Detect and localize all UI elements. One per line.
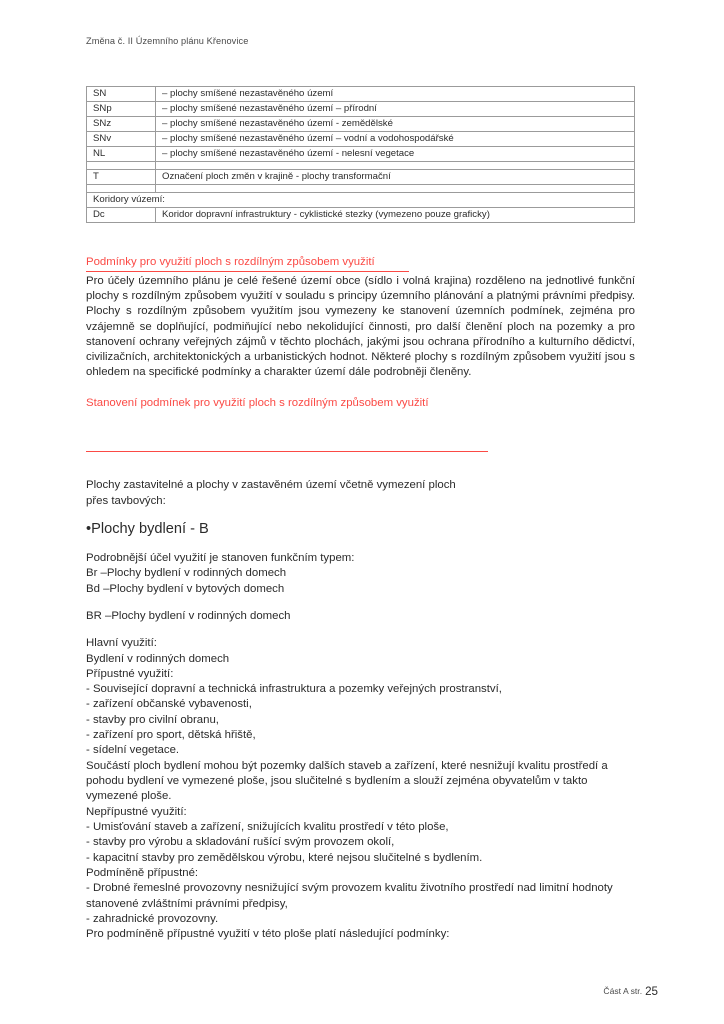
section-heading-conditions: Podmínky pro využití ploch s rozdílným způsobem využití bbox=[86, 255, 409, 272]
vertical-gap bbox=[86, 624, 635, 636]
description-cell: – plochy smíšené nezastavěného území - zemědělské bbox=[156, 117, 635, 132]
footer-page-number: 25 bbox=[645, 985, 658, 998]
description-cell: – plochy smíšené nezastavěného území - nelesní vegetace bbox=[156, 147, 635, 162]
area-codes-table bbox=[86, 86, 635, 223]
forbidden-use-label: Nepřípustné využití: bbox=[86, 805, 187, 818]
section-paragraph-conditions: Pro účely územního plánu je celé řešené území obce (sídlo i volná krajina) rozděleno na jednotlivé funkční plochy s rozdílným způsobem využití v souladu s principy územního plánování a platnými právními předpisy. Plochy s rozdílným způsobem využitím jsou vymezeny ke stanovení územních podmínek, zejména pro vzájemně se doplňující, podmiňující nebo nekolidující činnosti, pro další členění ploch na pozemky a pro stanovení ochrany veřejných zájmů v těchto plochách, jakými jsou ochrana přírodního a kulturního dědictví, civilizačních, architektonických a urbanistických hodnot. Některé plochy s rozdílným způsobem využití jsou s ohledem na specifické podmínky a charakter území dále podrobněji členěny. bbox=[86, 275, 635, 379]
forbidden-item: - stavby pro výrobu a skladování rušící svým provozem okolí, bbox=[86, 836, 395, 849]
page-footer bbox=[603, 985, 658, 998]
conditional-item: - zahradnické provozovny. bbox=[86, 913, 219, 926]
footer-label: Část A str. bbox=[603, 986, 643, 996]
buildable-areas-intro-line1: Plochy zastavitelné a plochy v zastavěném území včetně vymezení ploch bbox=[86, 479, 456, 492]
table-body bbox=[87, 87, 635, 223]
vertical-gap bbox=[86, 509, 635, 520]
table-spacer-row bbox=[87, 162, 635, 170]
permitted-item: - sídelní vegetace. bbox=[86, 744, 180, 757]
forbidden-item: - kapacitní stavby pro zemědělskou výrobu, které nejsou slučitelné s bydlením. bbox=[86, 851, 483, 864]
purpose-intro: Podrobnější účel využití je stanoven funkčním typem: bbox=[86, 551, 355, 564]
vertical-gap bbox=[86, 539, 635, 551]
conditional-item: - Drobné řemeslné provozovny nesnižující svým provozem kvalitu životního prostředí nad limitní hodnoty stanovené zvláštními právními předpisy, bbox=[86, 882, 616, 910]
section-heading-wrap bbox=[86, 239, 635, 273]
table-row bbox=[87, 132, 635, 147]
forbidden-item: - Umisťování staveb a zařízení, snižujících kvalitu prostředí v této ploše, bbox=[86, 821, 449, 834]
table-row-corridor bbox=[87, 208, 635, 223]
permitted-use-label: Přípustné využití: bbox=[86, 667, 174, 680]
table-row bbox=[87, 87, 635, 102]
permitted-note: Součástí ploch bydlení mohou být pozemky dalších staveb a zařízení, které nesnižují kvalitu prostředí a pohodu bydlení ve vymezené ploše, jsou slučitelné s bydlením a slouží zejména obyvatelům v takto vymezené ploše. bbox=[86, 759, 611, 803]
table-row bbox=[87, 147, 635, 162]
table-spacer-row bbox=[87, 185, 635, 193]
code-cell: SNp bbox=[87, 102, 156, 117]
description-cell: Označení ploch změn v krajině - plochy transformační bbox=[156, 170, 635, 185]
table-row bbox=[87, 102, 635, 117]
description-cell: – plochy smíšené nezastavěného území bbox=[156, 87, 635, 102]
table-row-transformation bbox=[87, 170, 635, 185]
code-cell: NL bbox=[87, 147, 156, 162]
description-cell: – plochy smíšené nezastavěného území – přírodní bbox=[156, 102, 635, 117]
spacer-cell bbox=[87, 162, 156, 170]
bullet-heading-housing: •Plochy bydlení - B bbox=[86, 520, 209, 537]
main-use-value: Bydlení v rodinných domech bbox=[86, 652, 230, 665]
permitted-item: - stavby pro civilní obranu, bbox=[86, 713, 219, 726]
corridors-label-cell: Koridory vúzemí: bbox=[87, 193, 635, 208]
section-subheading-determination: Stanovení podmínek pro využití ploch s rozdílným způsobem využití bbox=[86, 397, 429, 410]
document-header: Změna č. II Územního plánu Křenovice bbox=[86, 36, 249, 46]
permitted-item: - zařízení občanské vybavenosti, bbox=[86, 698, 252, 711]
br-section-heading-block bbox=[86, 609, 635, 624]
table-row-corridors-label bbox=[87, 193, 635, 208]
code-cell: Dc bbox=[87, 208, 156, 223]
table-row bbox=[87, 117, 635, 132]
description-cell: – plochy smíšené nezastavěného území – vodní a vodohospodářské bbox=[156, 132, 635, 147]
buildable-areas-intro bbox=[86, 478, 635, 509]
permitted-item: - Související dopravní a technická infrastruktura a pozemky veřejných prostranství, bbox=[86, 683, 502, 696]
description-cell: Koridor dopravní infrastruktury - cyklistické stezky (vymezeno pouze graficky) bbox=[156, 208, 635, 223]
vertical-gap bbox=[86, 452, 635, 478]
code-cell: SN bbox=[87, 87, 156, 102]
code-cell: T bbox=[87, 170, 156, 185]
code-cell: SNz bbox=[87, 117, 156, 132]
br-usage-block bbox=[86, 636, 635, 943]
spacer-cell bbox=[156, 162, 635, 170]
document-body bbox=[86, 86, 635, 943]
code-cell: SNv bbox=[87, 132, 156, 147]
permitted-item: - zařízení pro sport, dětská hřiště, bbox=[86, 729, 256, 742]
spacer-cell bbox=[87, 185, 156, 193]
buildable-areas-intro-line2: přes tavbových: bbox=[86, 494, 166, 507]
main-use-label: Hlavní využití: bbox=[86, 637, 157, 650]
br-heading: BR –Plochy bydlení v rodinných domech bbox=[86, 609, 291, 622]
housing-type-br: Br –Plochy bydlení v rodinných domech bbox=[86, 567, 287, 580]
conditional-use-label: Podmíněně přípustné: bbox=[86, 867, 199, 880]
housing-type-bd: Bd –Plochy bydlení v bytových domech bbox=[86, 582, 285, 595]
spacer-cell bbox=[156, 185, 635, 193]
closing-line: Pro podmíněně přípustné využití v této ploše platí následující podmínky: bbox=[86, 928, 450, 941]
housing-types-block bbox=[86, 551, 635, 597]
vertical-gap bbox=[86, 597, 635, 609]
